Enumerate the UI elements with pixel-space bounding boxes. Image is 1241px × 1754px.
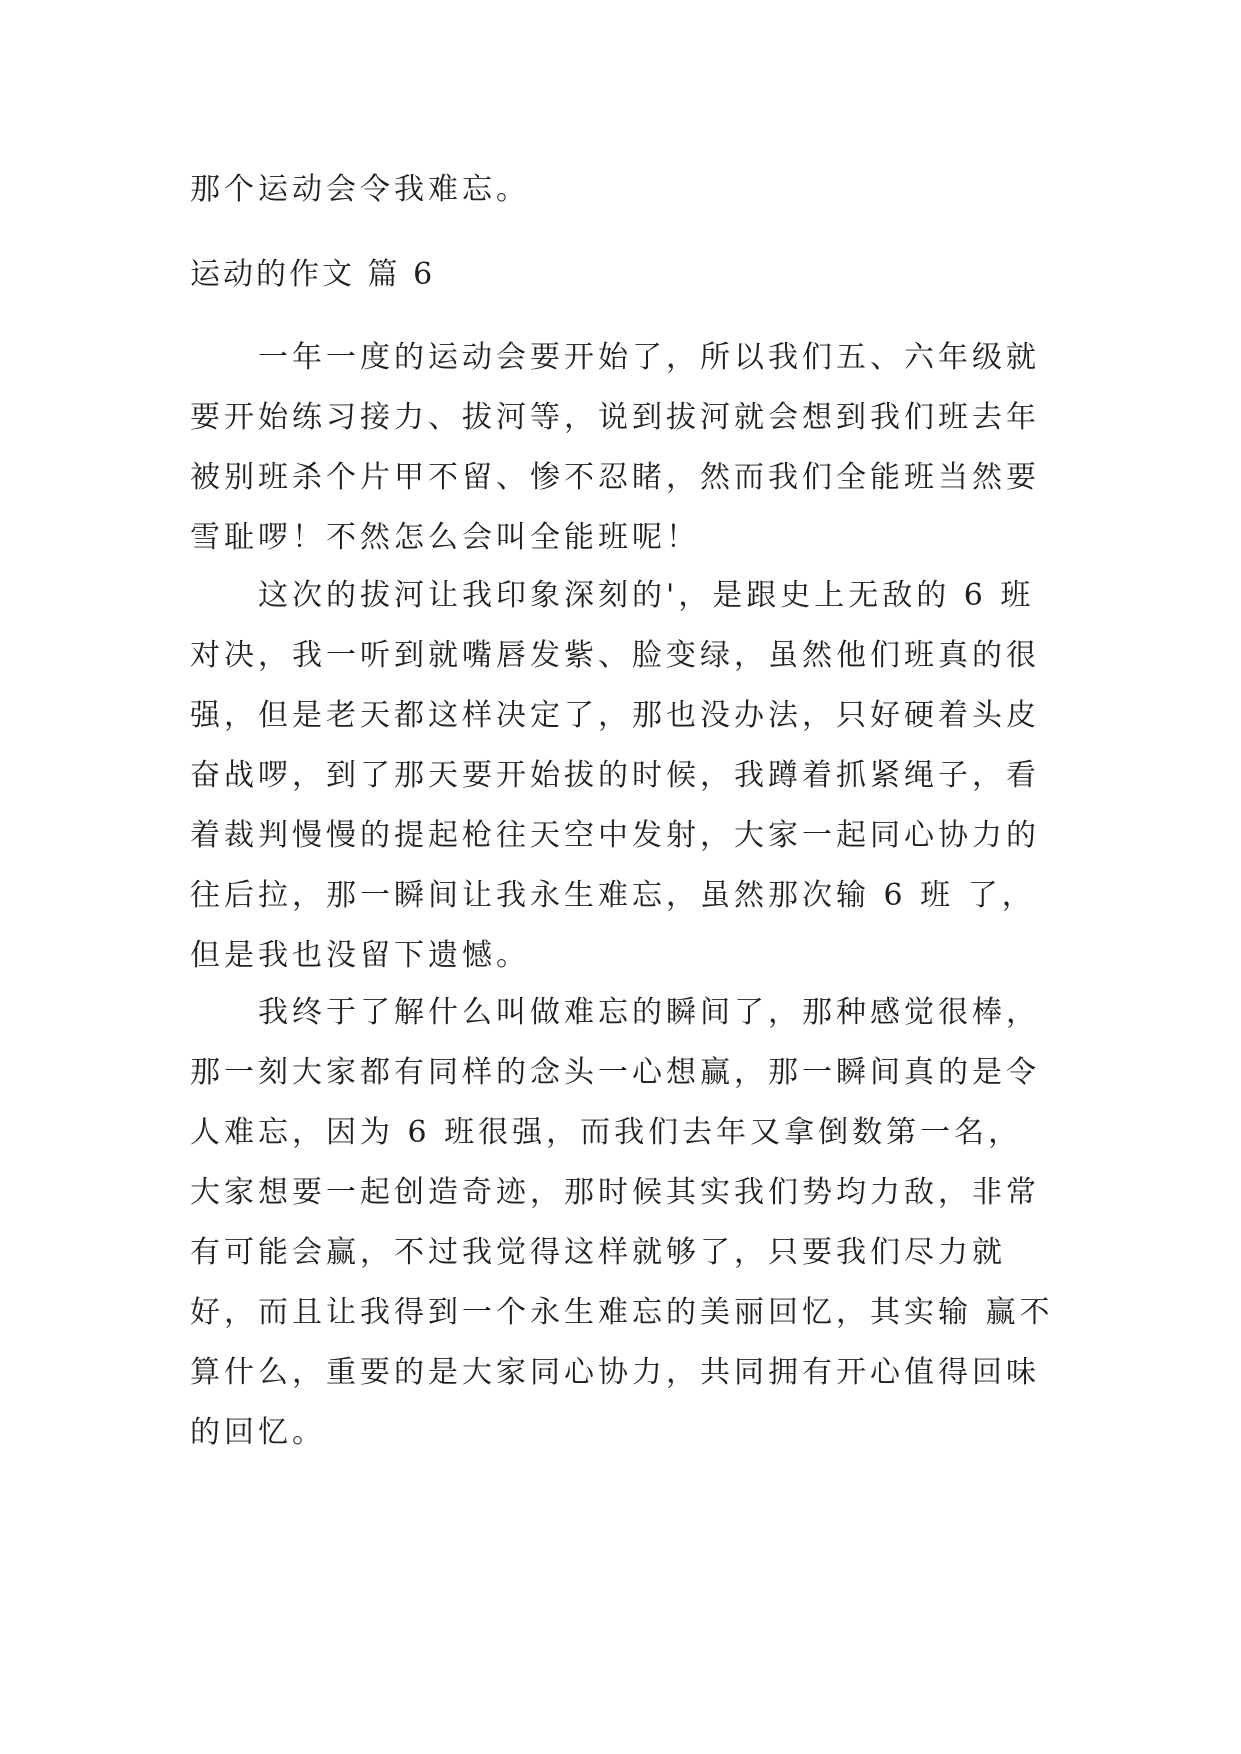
paragraph-1: 一年一度的运动会要开始了，所以我们五、六年级就要开始练习接力、拔河等，说到拔河就会想到我们班去年被别班杀个片甲不留、惨不忍睹，然而我们全能班当然要雪耻啰！不然怎么会叫全能班呢！ xyxy=(190,340,1040,555)
section-title: 运动的作文 篇 6 xyxy=(190,257,436,292)
lead-line: 那个运动会令我难忘。 xyxy=(190,172,530,207)
paragraph-2: 这次的拔河让我印象深刻的'，是跟史上无敌的 6 班对决，我一听到就嘴唇发紫、脸变绿，虽然他们班真的很强，但是老天都这样决定了，那也没办法，只好硬着头皮 奋战啰，到了那天要开始拔的时候，我蹲着抓紧绳子，看着裁判慢慢的提起枪往天空中发射，大家一起同心协力的往后拉，那一瞬间让我永生难忘，虽然那次输 6 班 了，但是我也没留下遗憾。 xyxy=(190,578,1054,973)
paragraph-3: 我终于了解什么叫做难忘的瞬间了，那种感觉很棒，那一刻大家都有同样的念头一心想赢，那一瞬间真的是令人难忘，因为 6 班很强，而我们去年又拿倒数第一名， 大家想要一起创造奇迹，那时候其实我们势均力敌，非常有可能会赢，不过我觉得这样就够了，只要我们尽力就好，而且让我得到一个永生难忘的美丽回忆，其实输 赢不算什么，重要的是大家同心协力，共同拥有开心值得回味的回忆。 xyxy=(190,995,1054,1450)
